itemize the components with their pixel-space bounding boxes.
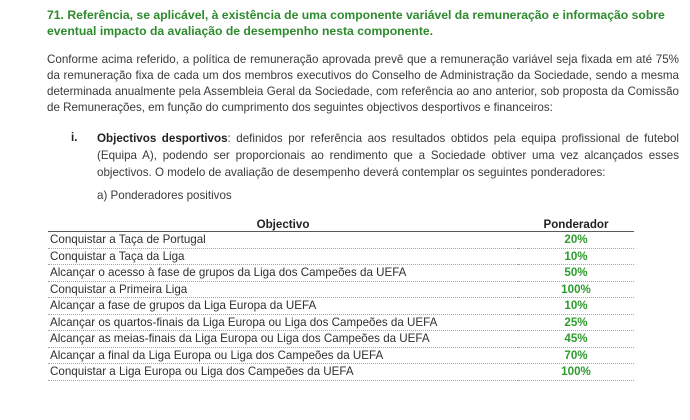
objective-cell: Alcançar o acesso à fase de grupos da Liga dos Campeões da UEFA xyxy=(48,265,518,282)
list-item-text xyxy=(97,130,679,181)
weight-cell: 100% xyxy=(518,281,634,298)
table-row xyxy=(48,232,634,249)
table-row xyxy=(48,347,634,364)
list-item-number: i. xyxy=(71,131,78,144)
list-item-title: Objectivos desportivos xyxy=(97,132,228,145)
table-row xyxy=(48,314,634,331)
weight-cell: 10% xyxy=(518,248,634,265)
objective-cell: Alcançar a fase de grupos da Liga Europa da UEFA xyxy=(48,298,518,315)
table-row xyxy=(48,281,634,298)
weight-cell: 25% xyxy=(518,314,634,331)
objective-cell: Conquistar a Liga Europa ou Liga dos Campeões da UEFA xyxy=(48,364,518,381)
table-row xyxy=(48,298,634,315)
table-row xyxy=(48,364,634,381)
weight-cell: 10% xyxy=(518,298,634,315)
header-weight: Ponderador xyxy=(543,218,609,231)
table-row xyxy=(48,265,634,282)
objective-cell: Alcançar as meias-finais da Liga Europa ou Liga dos Campeões da UEFA xyxy=(48,331,518,348)
weight-cell: 70% xyxy=(518,347,634,364)
table-row xyxy=(48,248,634,265)
weight-cell: 50% xyxy=(518,265,634,282)
weight-cell: 20% xyxy=(518,232,634,249)
objective-cell: Alcançar a final da Liga Europa ou Liga dos Campeões da UEFA xyxy=(48,347,518,364)
objective-cell: Alcançar os quartos-finais da Liga Europa ou Liga dos Campeões da UEFA xyxy=(48,314,518,331)
subheading: a) Ponderadores positivos xyxy=(97,189,232,202)
weight-cell: 100% xyxy=(518,364,634,381)
objective-cell: Conquistar a Primeira Liga xyxy=(48,281,518,298)
list-item-body: : definidos por referência aos resultados obtidos pela equipa profissional de futebol (Equipa A), podendo ser proporcionais ao rendimento que a Sociedade obtiver uma vez alcançados esses objectivos. O modelo de avaliação de desempenho deverá contemplar os seguintes ponderadores: xyxy=(97,132,679,179)
weight-cell: 45% xyxy=(518,331,634,348)
table-row xyxy=(48,331,634,348)
objective-cell: Conquistar a Taça de Portugal xyxy=(48,232,518,249)
section-heading: 71. Referência, se aplicável, à existência de uma componente variável da remuneração e informação sobre eventual impacto da avaliação de desempenho nesta componente. xyxy=(47,8,665,38)
intro-paragraph: Conforme acima referido, a política de remuneração aprovada prevê que a remuneração variável seja fixada em até 75% da remuneração fixa de cada um dos membros executivos do Conselho de Administração da Sociedade, sendo a mesma determinada anualmente pela Assembleia Geral da Sociedade, com referência ao ano anterior, sob proposta da Comissão de Remunerações, em função do cumprimento dos seguintes objectivos desportivos e financeiros: xyxy=(47,53,679,114)
table-header-row xyxy=(48,218,634,232)
objective-cell: Conquistar a Taça da Liga xyxy=(48,248,518,265)
weights-table xyxy=(48,218,634,381)
header-objective: Objectivo xyxy=(256,218,310,231)
